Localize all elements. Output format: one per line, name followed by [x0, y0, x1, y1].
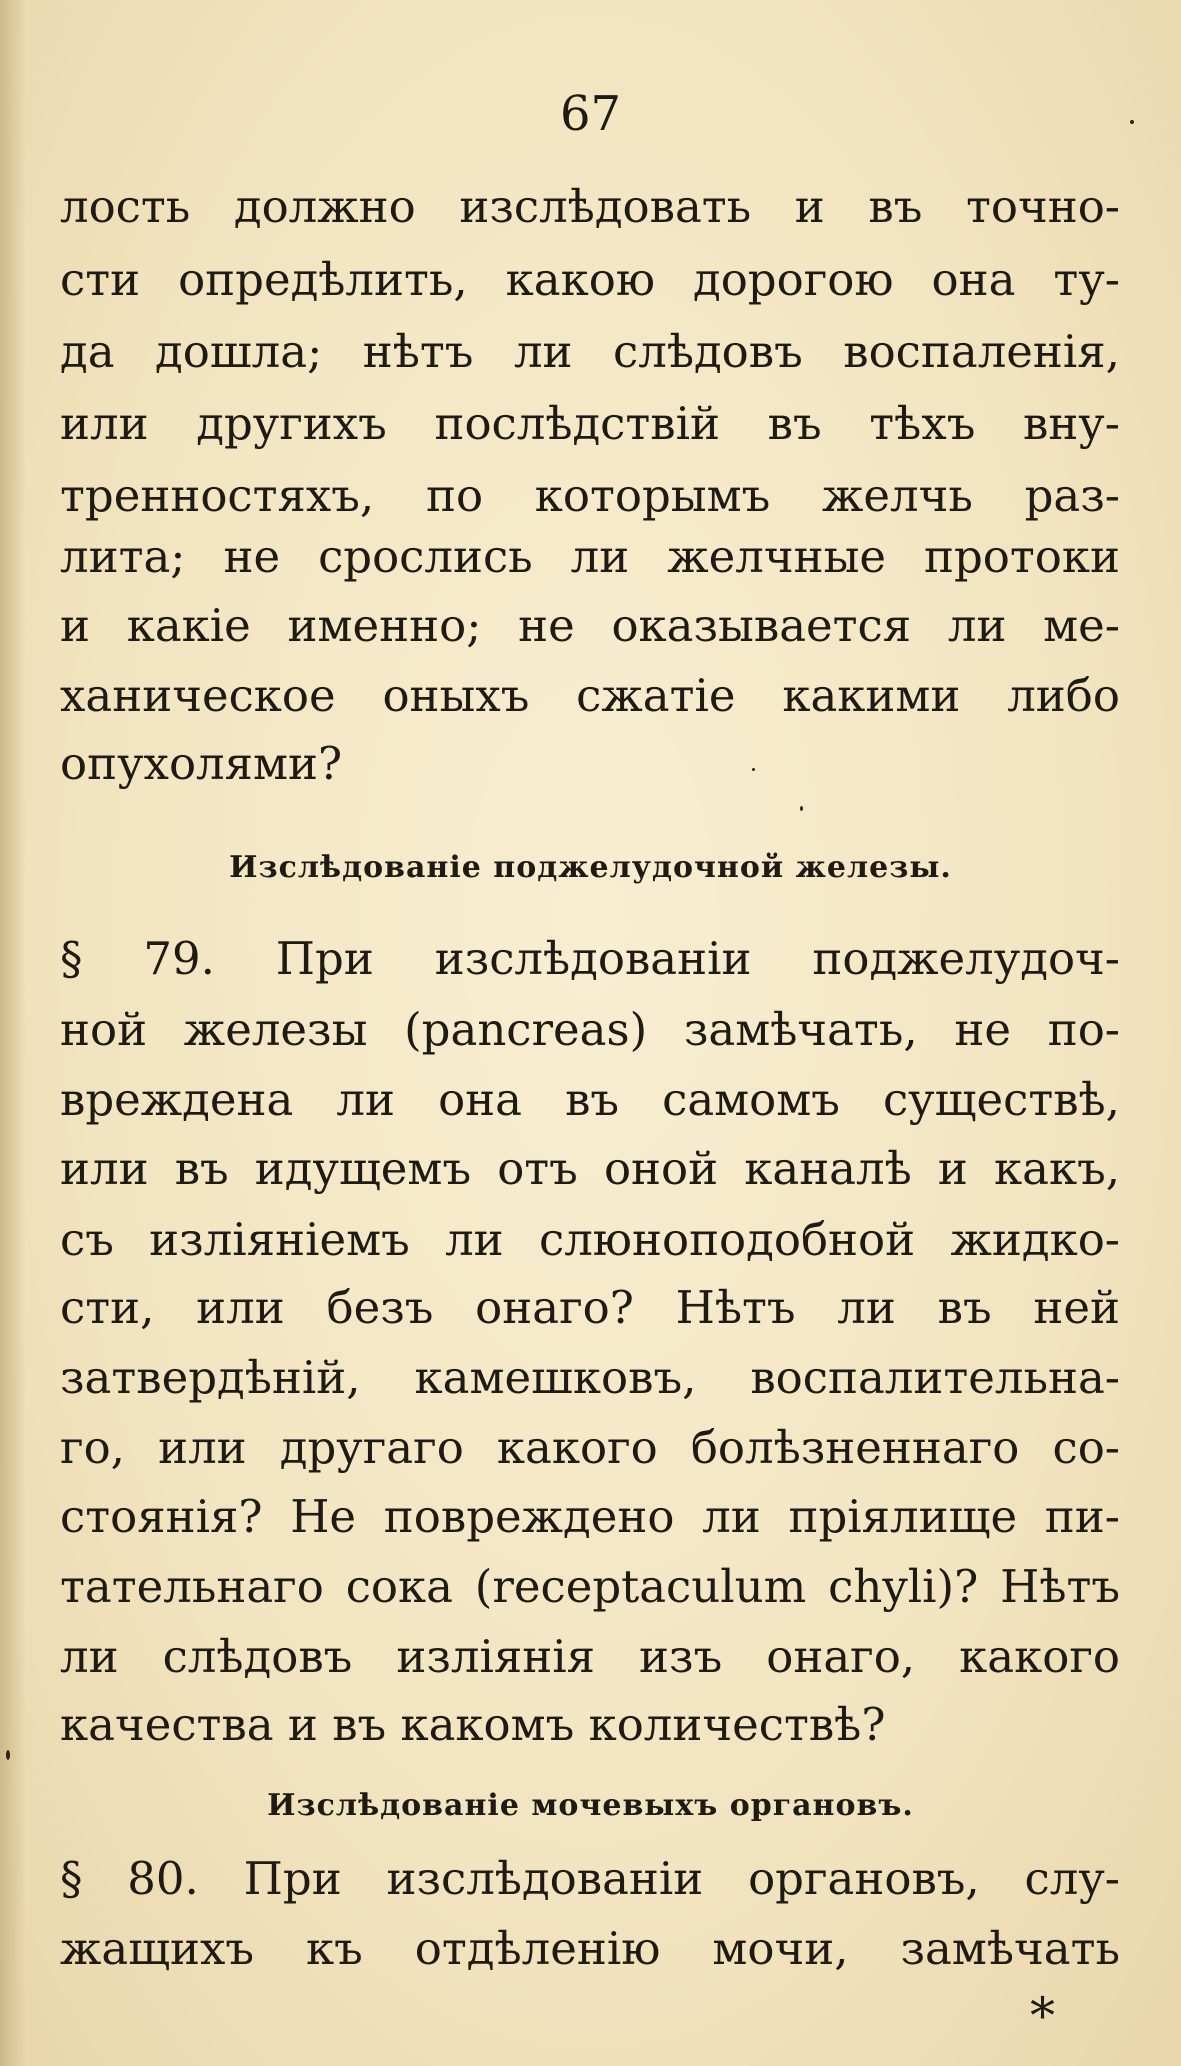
- ink-speck: [800, 806, 803, 811]
- text-line: сти опредѣлить, какою дорогою она ту-: [60, 253, 1120, 306]
- text-line: опухолями?: [60, 737, 343, 790]
- text-line: тренностяхъ, по которымъ желчь раз-: [60, 469, 1120, 522]
- ink-speck: [6, 1750, 10, 1760]
- text-line: лость должно изслѣдовать и въ точно-: [60, 180, 1120, 233]
- paragraph-line: стоянія? Не повреждено ли пріялище пи-: [60, 1490, 1120, 1543]
- paragraph-line: затвердѣній, камешковъ, воспалительна-: [60, 1351, 1120, 1404]
- paragraph-line: сти, или безъ онаго? Нѣтъ ли въ ней: [60, 1281, 1120, 1334]
- signature-mark: *: [1030, 1987, 1055, 2045]
- text-line: ханическое оныхъ сжатіе какими либо: [60, 669, 1120, 722]
- paragraph-line: съ изліяніемъ ли слюноподобной жидко-: [60, 1213, 1120, 1266]
- paragraph-line: тательнаго сока (receptaculum chyli)? Нѣтъ: [60, 1560, 1120, 1613]
- paragraph-line: ли слѣдовъ изліянія изъ онаго, какого: [60, 1630, 1120, 1683]
- paragraph-line: жащихъ къ отдѣленію мочи, замѣчать: [60, 1922, 1120, 1975]
- paragraph-line: качества и въ какомъ количествѣ?: [60, 1698, 886, 1751]
- paragraph-line: го, или другаго какого болѣзненнаго со-: [60, 1421, 1120, 1474]
- ink-speck: [1130, 120, 1134, 124]
- paragraph-line: § 80. При изслѣдованіи органовъ, слу-: [60, 1852, 1120, 1905]
- text-line: или другихъ послѣдствій въ тѣхъ вну-: [60, 397, 1120, 450]
- paragraph-line: § 79. При изслѣдованіи поджелудоч-: [60, 932, 1120, 985]
- paragraph-line: вреждена ли она въ самомъ существѣ,: [60, 1073, 1120, 1126]
- page-number: 67: [559, 86, 622, 142]
- section-heading: Изслѣдованіе поджелудочной железы.: [229, 850, 952, 885]
- paragraph-line: или въ идущемъ отъ оной каналѣ и какъ,: [60, 1142, 1120, 1195]
- text-line: да дошла; нѣтъ ли слѣдовъ воспаленія,: [60, 325, 1120, 378]
- text-line: лита; не срослись ли желчные протоки: [60, 530, 1120, 583]
- paragraph-line: ной железы (pancreas) замѣчать, не по-: [60, 1003, 1120, 1056]
- section-heading: Изслѣдованіе мочевыхъ органовъ.: [267, 1788, 914, 1823]
- page-edge-shadow: [0, 0, 26, 2066]
- text-line: и какіе именно; не оказывается ли ме-: [60, 599, 1120, 652]
- ink-speck: [752, 768, 755, 771]
